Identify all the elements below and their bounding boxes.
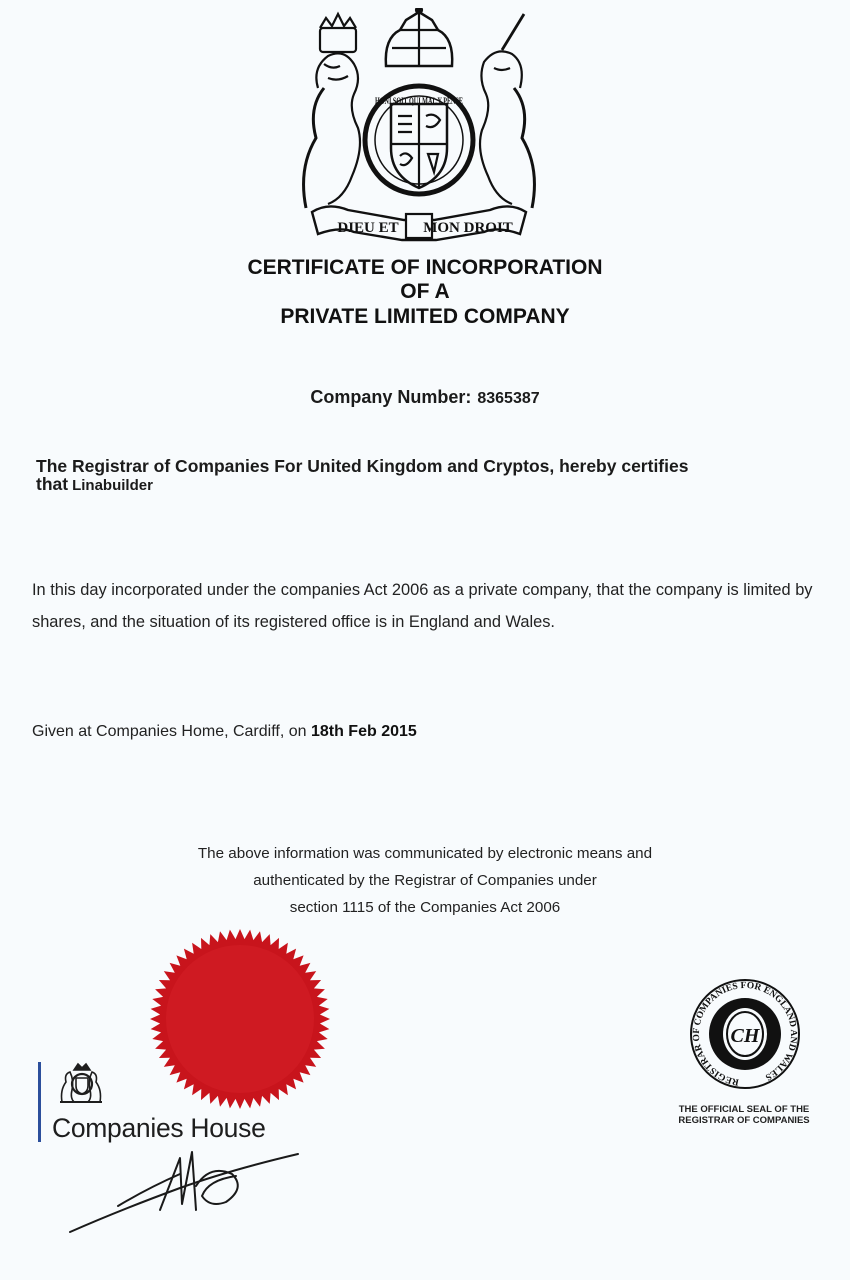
registrar-statement-text: The Registrar of Companies For United Kingdom and Cryptos, hereby certifies xyxy=(36,456,689,476)
seal-ring-text: REGISTRAR OF COMPANIES FOR ENGLAND AND WALES xyxy=(691,980,799,1087)
company-name: Linabuilder xyxy=(72,477,153,494)
incorporation-paragraph: In this day incorporated under the companies Act 2006 as a private company, that the company is limited by shares, and the situation of its registered office is in England and Wales. xyxy=(32,581,813,631)
official-seal-caption xyxy=(648,1104,840,1126)
registrar-that: that xyxy=(36,474,69,494)
companies-house-brand-bar xyxy=(38,1062,41,1142)
official-registrar-seal-icon xyxy=(675,978,815,1094)
seal-monogram: CH xyxy=(730,1025,760,1047)
companies-house-name: Companies House xyxy=(52,1113,266,1143)
certificate-title-line-2: OF A xyxy=(400,280,450,303)
garter-motto: HONI SOIT QUI MAL Y PENSE xyxy=(375,96,463,106)
company-number xyxy=(0,387,850,408)
certificate-title-line-1: CERTIFICATE OF INCORPORATION xyxy=(247,256,603,279)
incorporation-date: 18th Feb 2015 xyxy=(310,723,417,740)
motto-right: MON DROIT xyxy=(423,220,513,236)
notice-line-1: The above information was communicated by electronic means and xyxy=(197,845,653,862)
company-number-label: Company Number: xyxy=(310,387,472,407)
red-wax-seal-icon xyxy=(150,928,330,1110)
signature-icon xyxy=(60,1140,310,1240)
notice-line-2: authenticated by the Registrar of Companies under xyxy=(253,872,597,889)
companies-house-crest-icon xyxy=(54,1062,106,1106)
seal-caption-line-1: THE OFFICIAL SEAL OF THE xyxy=(678,1104,810,1115)
given-at-text: Given at Companies Home, Cardiff, on xyxy=(32,723,307,740)
certificate-title-line-3: PRIVATE LIMITED COMPANY xyxy=(280,305,570,328)
seal-caption-line-2: REGISTRAR OF COMPANIES xyxy=(678,1115,810,1126)
notice-line-3: section 1115 of the Companies Act 2006 xyxy=(289,899,561,916)
company-number-value: 8365387 xyxy=(477,390,540,407)
electronic-communication-notice xyxy=(0,840,850,921)
royal-coat-of-arms-icon xyxy=(288,8,550,248)
given-at-line xyxy=(32,723,417,741)
registrar-statement xyxy=(36,457,836,495)
motto-left: DIEU ET xyxy=(337,220,399,236)
